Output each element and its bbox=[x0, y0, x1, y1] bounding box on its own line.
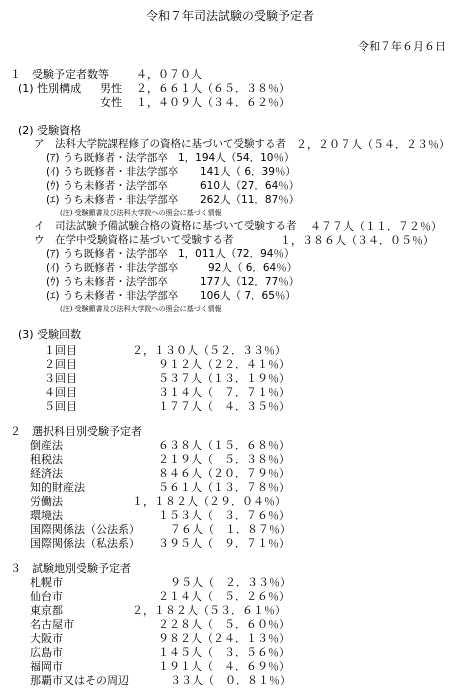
list-item: (ｳ) うち未修者・法学部卒 bbox=[46, 276, 168, 288]
table-row-value: ２１９人（ ５．３８％） bbox=[158, 453, 290, 466]
table-row: 国際関係法（私法系） bbox=[30, 537, 140, 550]
section-1-heading: １ 受験予定者数等 bbox=[10, 68, 109, 81]
elective-heading: ２ 選択科目別受験予定者 bbox=[10, 425, 142, 438]
table-row: 環境法 bbox=[30, 509, 63, 522]
table-row: 札幌市 bbox=[30, 576, 63, 589]
location-heading: ３ 試験地別受験予定者 bbox=[10, 562, 131, 575]
table-row: 倒産法 bbox=[30, 439, 63, 452]
list-item-value: 141人（ 6．39％） bbox=[200, 166, 296, 178]
list-item-value: 106人（ 7．65％） bbox=[200, 290, 296, 302]
table-row: 租税法 bbox=[30, 453, 63, 466]
table-row-value: ９５人（ ２．３３％） bbox=[170, 576, 291, 589]
table-row: 経済法 bbox=[30, 467, 63, 480]
list-item-value: 262人（11．87％） bbox=[200, 194, 300, 206]
qual-i-label: イ 司法試験予備試験合格の資格に基づいて受験する者 bbox=[34, 220, 297, 232]
qual-u-note: (注) 受験願書及び法科大学院への照会に基づく情報 bbox=[60, 305, 222, 313]
table-row: １回目 bbox=[44, 344, 77, 357]
publish-date: 令和７年６月６日 bbox=[358, 40, 446, 53]
list-item-value: 610人（27．64％） bbox=[200, 180, 300, 192]
qual-u-label: ウ 在学中受験資格に基づいて受験する者 bbox=[34, 234, 234, 246]
qual-a-label: ア 法科大学院課程修了の資格に基づいて受験する者 bbox=[34, 138, 286, 150]
table-row-value: ５６１人（１３．７８％） bbox=[158, 481, 290, 494]
table-row-value: ２，１３０人（５２．３３％） bbox=[132, 344, 286, 357]
female-label: 女性 bbox=[100, 96, 122, 109]
table-row: ３回目 bbox=[44, 372, 77, 385]
list-item-value: 1，011人（72．94％） bbox=[178, 248, 295, 260]
list-item-value: 92人（ 6．64％） bbox=[208, 262, 298, 274]
table-row: 大阪市 bbox=[30, 632, 63, 645]
table-row: 知的財産法 bbox=[30, 481, 85, 494]
table-row: 国際関係法（公法系） bbox=[30, 523, 140, 536]
table-row-value: ８４６人（２０．７９％） bbox=[158, 467, 290, 480]
table-row-value: ３１４人（ ７．７１％） bbox=[158, 386, 290, 399]
qual-i-value: ４７７人（１１．７２％） bbox=[310, 220, 442, 233]
table-row-value: １５３人（ ３．７６％） bbox=[158, 509, 290, 522]
table-row-value: １７７人（ ４．３５％） bbox=[158, 400, 290, 413]
table-row-value: ９８２人（２４．１３％） bbox=[158, 632, 290, 645]
list-item: (ｱ) うち既修者・法学部卒 bbox=[46, 152, 168, 164]
table-row-value: ３３人（ ０．８１％） bbox=[170, 674, 291, 687]
table-row: 福岡市 bbox=[30, 660, 63, 673]
table-row-value: １，１８２人（２９．０４％） bbox=[132, 495, 286, 508]
attempts-heading: (3) 受験回数 bbox=[18, 328, 82, 341]
table-row-value: ３９５人（ ９．７１％） bbox=[158, 537, 290, 550]
list-item: (ｲ) うち既修者・非法学部卒 bbox=[46, 166, 179, 178]
list-item: (ｱ) うち既修者・法学部卒 bbox=[46, 248, 168, 260]
total-examinees: ４，０７０人 bbox=[136, 68, 202, 81]
list-item-value: 1，194人（54．10％） bbox=[178, 152, 295, 164]
table-row: 名古屋市 bbox=[30, 618, 74, 631]
table-row: ５回目 bbox=[44, 400, 77, 413]
list-item: (ｳ) うち未修者・法学部卒 bbox=[46, 180, 168, 192]
table-row-value: ２１４人（ ５．２６％） bbox=[158, 590, 290, 603]
table-row: 那覇市又はその周辺 bbox=[30, 674, 129, 687]
table-row-value: ５３７人（１３．１９％） bbox=[158, 372, 290, 385]
table-row: ２回目 bbox=[44, 358, 77, 371]
table-row-value: ６３８人（１５．６８％） bbox=[158, 439, 290, 452]
qual-u-value: １，３８６人（３４．０５％） bbox=[280, 234, 434, 247]
table-row-value: １９１人（ ４．６９％） bbox=[158, 660, 290, 673]
list-item: (ｲ) うち既修者・非法学部卒 bbox=[46, 262, 179, 274]
table-row: 労働法 bbox=[30, 495, 63, 508]
gender-heading: (1) 性別構成 bbox=[18, 82, 82, 95]
qual-a-value: ２，２０７人（５４．２３％） bbox=[296, 138, 450, 151]
list-item: (ｴ) うち未修者・非法学部卒 bbox=[46, 194, 179, 206]
male-value: ２，６６１人（６５．３８％） bbox=[136, 82, 290, 95]
table-row-value: ７６人（ １．８７％） bbox=[170, 523, 291, 536]
table-row: ４回目 bbox=[44, 386, 77, 399]
table-row: 仙台市 bbox=[30, 590, 63, 603]
table-row-value: ２，１８２人（５３．６１％） bbox=[132, 604, 286, 617]
table-row: 広島市 bbox=[30, 646, 63, 659]
table-row-value: ２２８人（ ５．６０％） bbox=[158, 618, 290, 631]
table-row-value: １４５人（ ３．５６％） bbox=[158, 646, 290, 659]
list-item-value: 177人（12．77％） bbox=[200, 276, 300, 288]
page-title: 令和７年司法試験の受験予定者 bbox=[145, 9, 314, 23]
qualification-heading: (2) 受験資格 bbox=[18, 124, 82, 137]
list-item: (ｴ) うち未修者・非法学部卒 bbox=[46, 290, 179, 302]
qual-a-note: (注) 受験願書及び法科大学院への照会に基づく情報 bbox=[60, 209, 222, 217]
female-value: １，４０９人（３４．６２％） bbox=[136, 96, 290, 109]
male-label: 男性 bbox=[100, 82, 122, 95]
table-row-value: ９１２人（２２．４１％） bbox=[158, 358, 290, 371]
table-row: 東京都 bbox=[30, 604, 63, 617]
